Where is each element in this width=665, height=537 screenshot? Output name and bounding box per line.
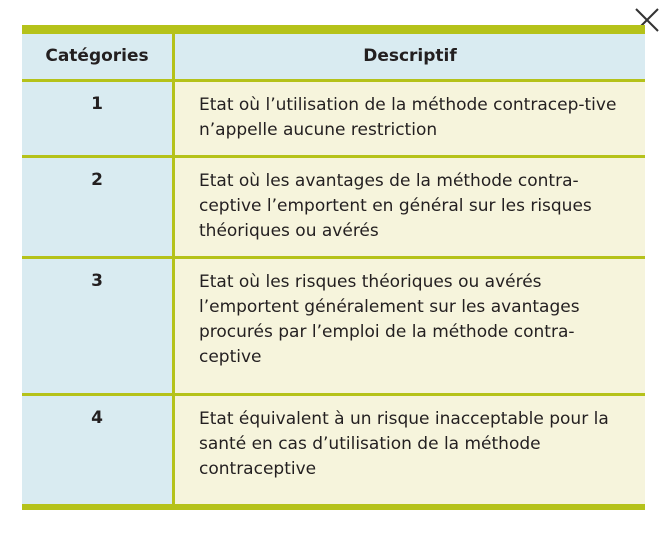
row-description: Etat où les risques théoriques ou avérés l’emportent généralement sur les avantages procurés par l’emploi de la méthode contra-ceptive [199,272,580,367]
row-description: Etat équivalent à un risque inacceptable pour la santé en cas d’utilisation de la méthode contraceptive [199,409,609,479]
table-header-row [22,34,645,82]
header-category: Catégories [22,34,175,79]
table-top-rule [22,25,645,34]
row-category: 3 [91,271,103,291]
table-row [22,158,645,259]
table-row [22,82,645,158]
row-category: 2 [91,170,103,190]
row-category: 4 [91,408,103,428]
table-row [22,396,645,504]
header-description: Descriptif [175,34,645,79]
contraception-category-table [22,25,645,510]
row-category: 1 [91,94,103,114]
row-description: Etat où les avantages de la méthode contra-ceptive l’emportent en général sur les risques théoriques ou avérés [199,171,592,241]
table-row [22,259,645,396]
row-description: Etat où l’utilisation de la méthode contracep-tive n’appelle aucune restriction [199,95,617,140]
table-bottom-rule [22,504,645,510]
